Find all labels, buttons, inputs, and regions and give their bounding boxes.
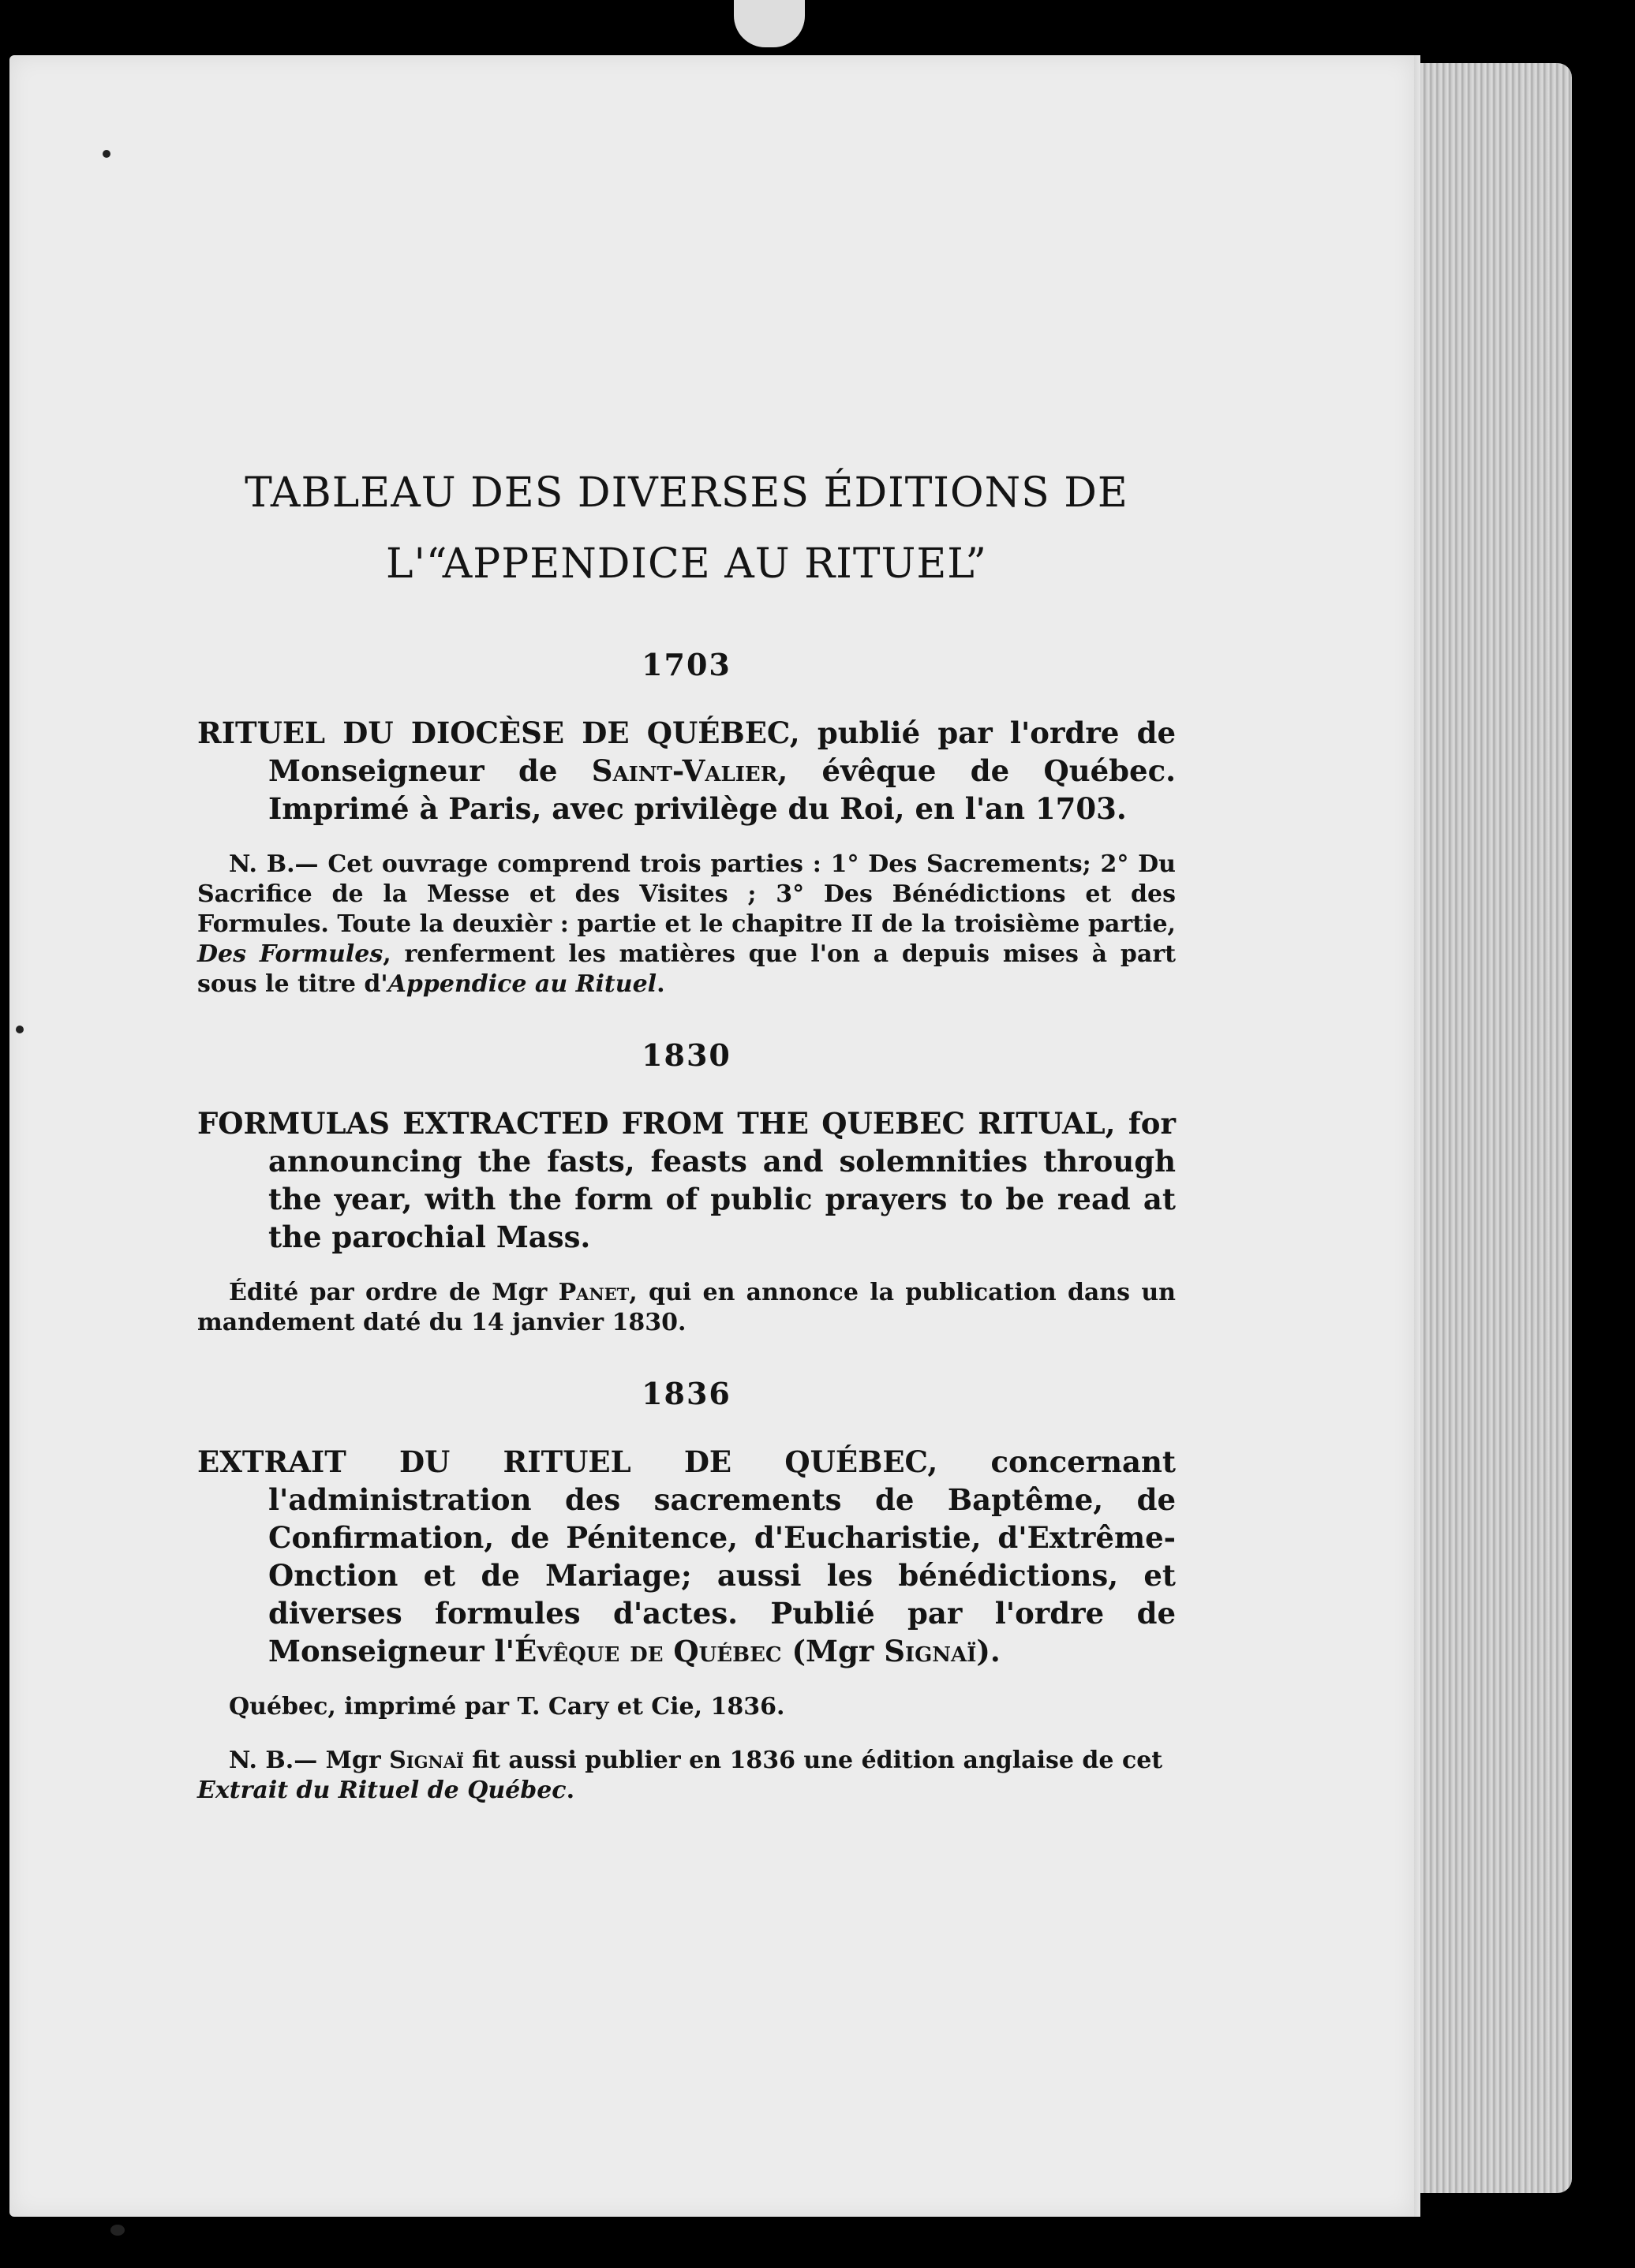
note-italic-2: Appendice au Rituel	[387, 970, 657, 998]
note-text-3: .	[657, 970, 665, 998]
edition-entry	[197, 1104, 1176, 1256]
note-text-3: .	[566, 1777, 575, 1804]
note-text-2: , qui en annonce la publication dans un mandement daté du 14 janvier 1830.	[197, 1279, 1176, 1336]
entry-text: concernant l'administration des sacrements de Baptême, de Confirmation, de Pénitence, d'Eucharistie, d'Extrême-Onction et de Mariage; aussi les bénédictions, et diverses formules d'actes. Publié par l'ordre de Monseigneur l'	[268, 1444, 1177, 1668]
page-title-line-2: L'“APPENDICE AU RITUEL”	[386, 540, 987, 588]
note-name: Signaï	[389, 1747, 464, 1774]
edition-entry	[197, 714, 1176, 828]
scan-blot	[734, 0, 805, 47]
section-year: 1836	[642, 1376, 731, 1411]
entry-name: Évêque de Québec	[514, 1634, 782, 1668]
note-text-2: , renferment les matières que l'on a depuis mises à part sous le titre d'	[197, 940, 1176, 998]
section-year: 1830	[642, 1037, 731, 1073]
section-year: 1703	[642, 647, 731, 682]
scan-speck	[103, 150, 110, 158]
entry-text: publié par l'ordre de Monseigneur de	[268, 716, 1176, 788]
note-italic: Des Formules	[197, 940, 383, 968]
entry-title: RITUEL DU DIOCÈSE DE QUÉBEC,	[197, 716, 800, 750]
note-text: N. B.— Cet ouvrage comprend trois parties : 1° Des Sacrements; 2° Du Sacrifice de la Messe et des Visites ; 3° Des Bénédictions et des Formules. Toute la deuxièr : partie et le chapitre II de la troisième partie,	[197, 850, 1176, 938]
edition-entry	[197, 1443, 1176, 1670]
entry-text-2: (Mgr	[781, 1634, 885, 1668]
edition-imprint: Québec, imprimé par T. Cary et Cie, 1836.	[229, 1693, 785, 1721]
scan-speck	[110, 2225, 125, 2236]
note-text-2: fit aussi publier en 1836 une édition anglaise de cet	[463, 1747, 1163, 1774]
entry-title: FORMULAS EXTRACTED FROM THE QUEBEC RITUAL,	[197, 1106, 1116, 1141]
book-page-edges	[1414, 63, 1572, 2193]
note-text: N. B.— Mgr	[229, 1747, 390, 1774]
edition-note	[197, 1278, 1176, 1338]
entry-text-3: ).	[976, 1634, 1001, 1668]
scan-speck	[16, 1026, 24, 1033]
entry-title: EXTRAIT DU RITUEL DE QUÉBEC,	[197, 1444, 938, 1479]
note-italic: Extrait du Rituel de Québec	[197, 1777, 567, 1804]
note-name: Panet	[558, 1279, 630, 1306]
entry-name: Saint-Valier	[591, 753, 778, 788]
section-1830	[197, 1037, 1176, 1338]
entry-name-2: Signaï	[884, 1634, 977, 1668]
note-text: Édité par ordre de Mgr	[229, 1279, 559, 1306]
edition-note	[197, 850, 1176, 999]
page-content	[197, 458, 1176, 1829]
page-title-line-1: TABLEAU DES DIVERSES ÉDITIONS DE	[245, 469, 1128, 517]
section-1703	[197, 647, 1176, 999]
entry-text: for announcing the fasts, feasts and solemnities through the year, with the form of public prayers to be read at the parochial Mass.	[268, 1106, 1176, 1254]
section-1836	[197, 1376, 1176, 1806]
entry-text-end: , évêque de Québec. Imprimé à Paris, avec privilège du Roi, en l'an 1703.	[268, 753, 1176, 826]
edition-note	[197, 1746, 1176, 1806]
